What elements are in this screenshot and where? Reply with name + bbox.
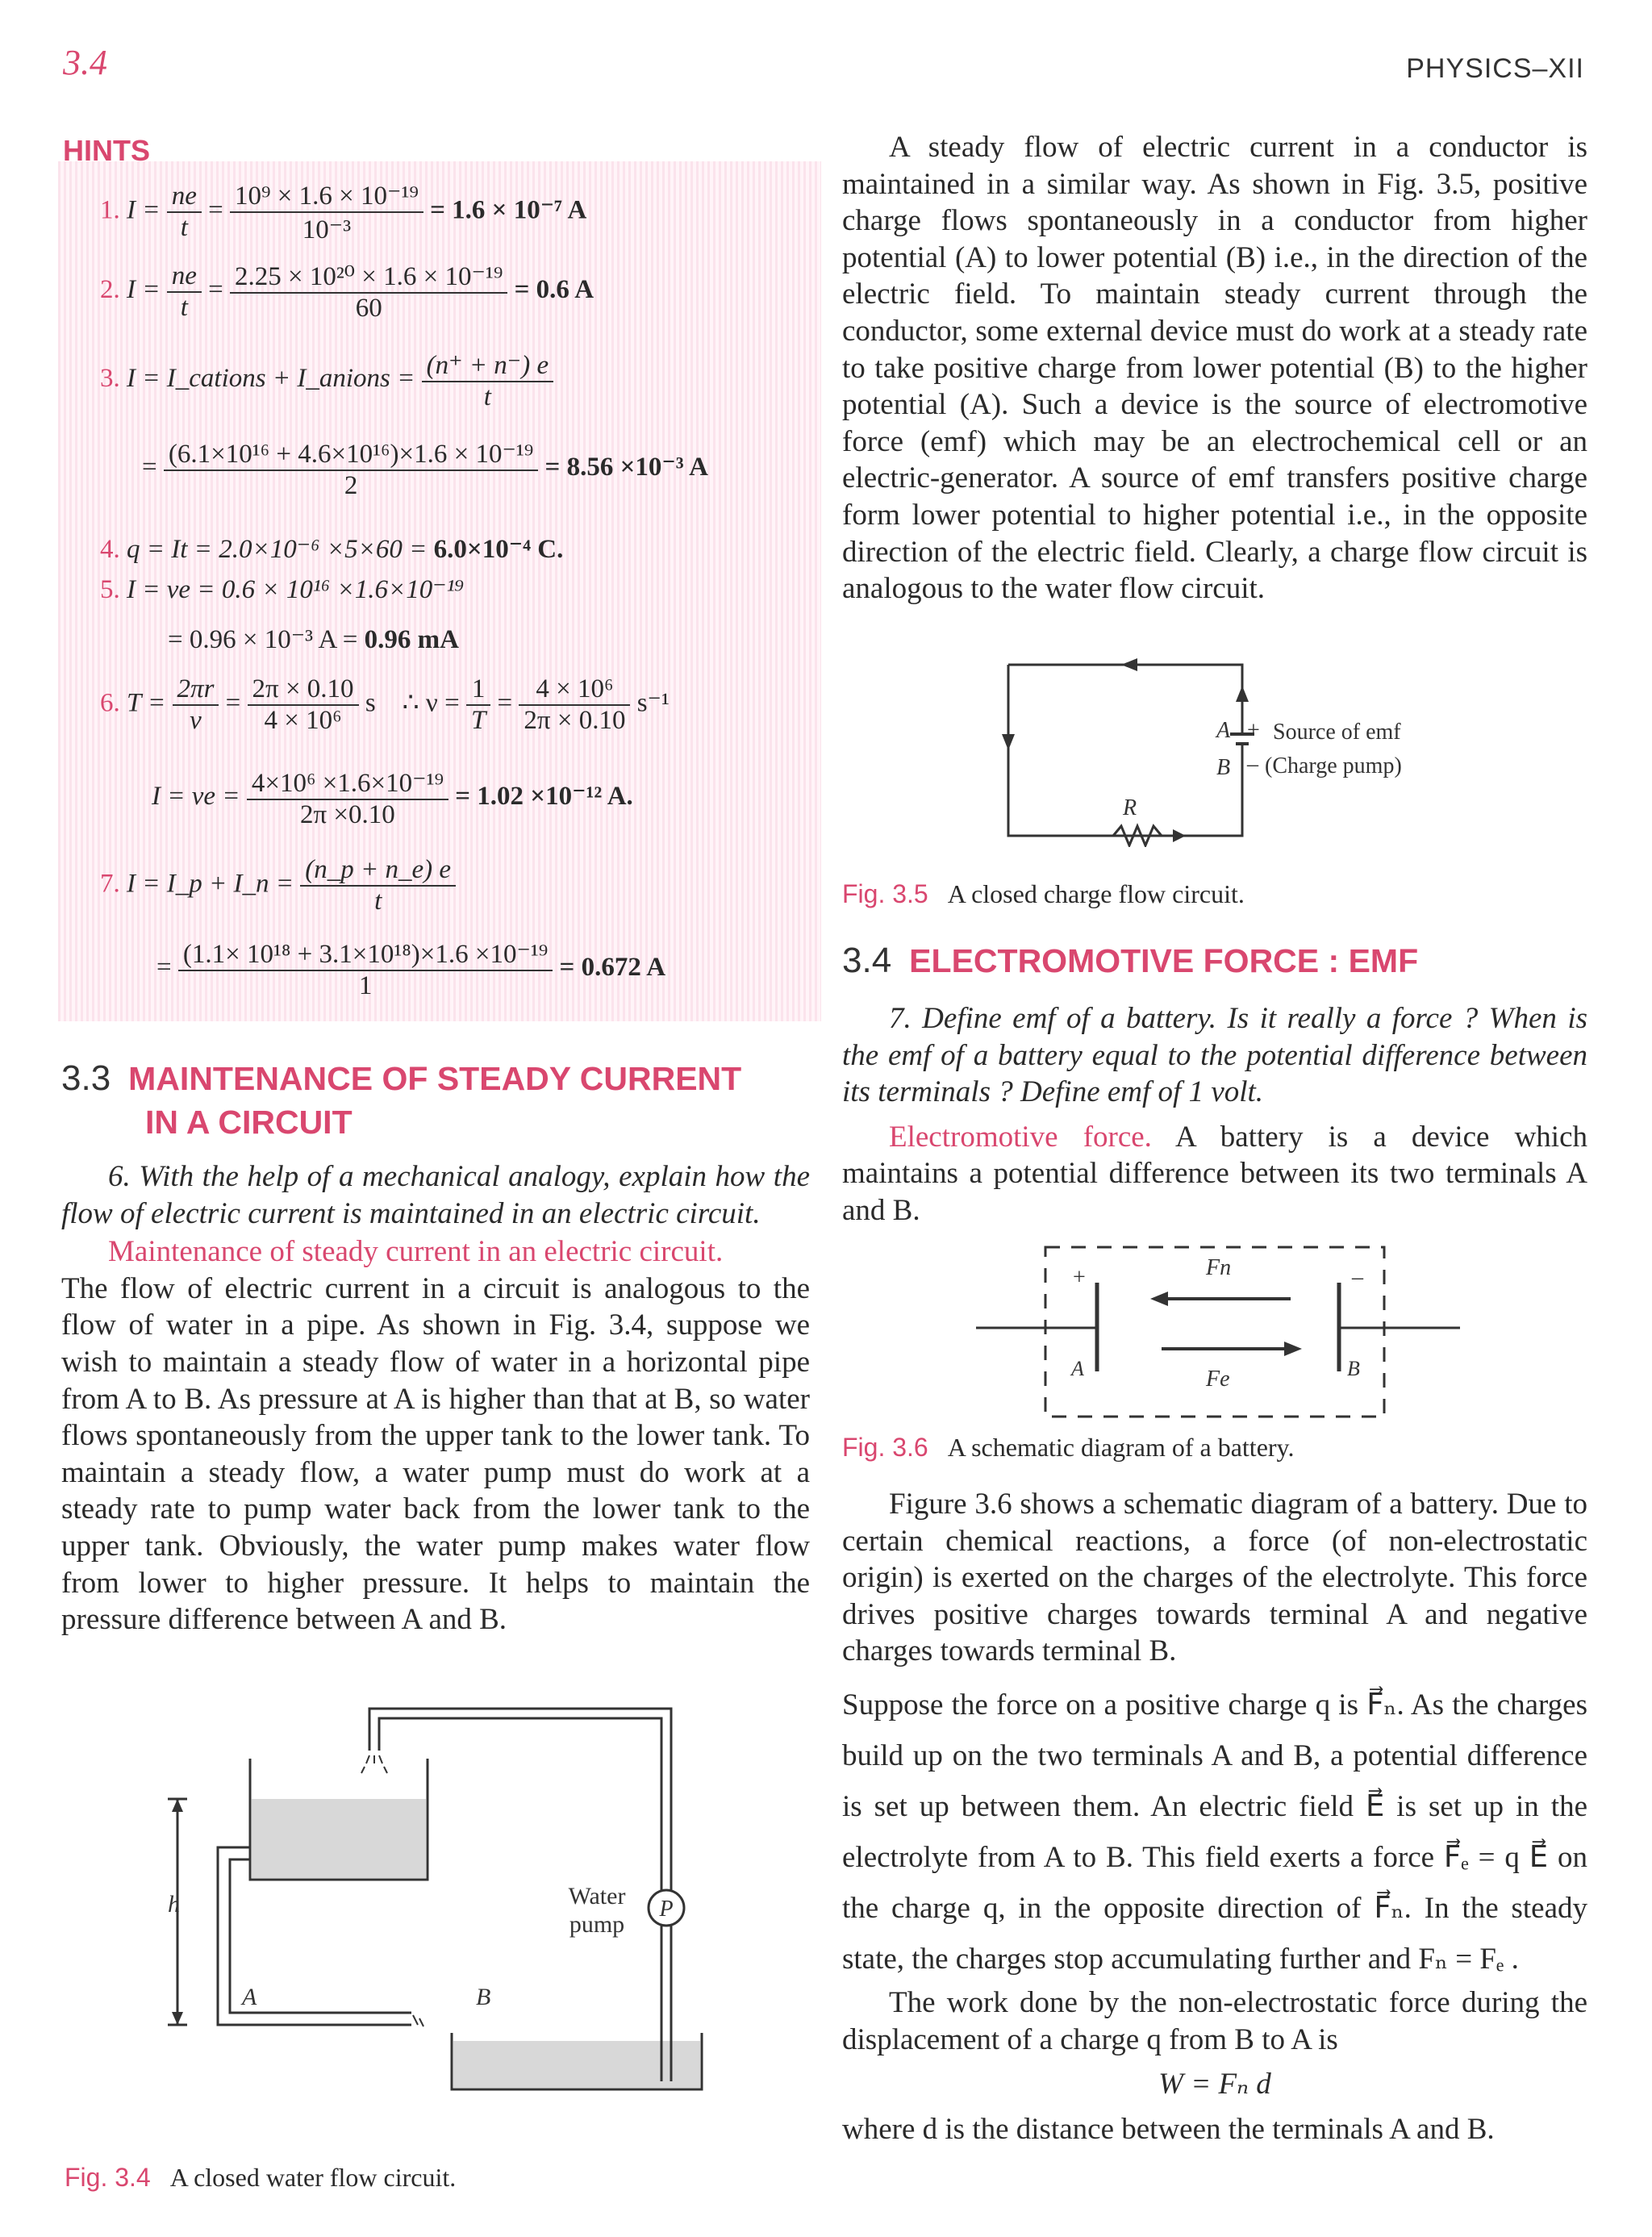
fraction	[230, 260, 507, 323]
running-header: PHYSICS–XII	[1406, 53, 1584, 84]
section-3-3-title	[61, 1057, 820, 1144]
section-number: 3.4	[842, 941, 892, 980]
frac-num: (6.1×10¹⁶ + 4.6×10¹⁶)×1.6 × 10⁻¹⁹	[164, 437, 538, 471]
hint-number: 2.	[100, 275, 120, 305]
frac-num: 2π × 0.10	[248, 674, 359, 706]
fraction	[230, 179, 423, 245]
frac-num: 2πr	[173, 674, 219, 706]
frac-den: v	[190, 706, 202, 735]
frac-num: (n⁺ + n⁻) e	[422, 348, 553, 382]
frac-num: 4×10⁶ ×1.6×10⁻¹⁹	[247, 766, 448, 800]
hint-5-line2	[168, 623, 459, 655]
hint-result: = 1.6 × 10⁻⁷ A	[430, 195, 587, 225]
pump-pipe-inner	[369, 1709, 674, 2081]
frac-num: 2.25 × 10²⁰ × 1.6 × 10⁻¹⁹	[230, 260, 507, 294]
point-a-label: A	[242, 1984, 257, 2010]
terminal-a: A	[1071, 1357, 1084, 1380]
figure-caption: A closed water flow circuit.	[169, 2163, 457, 2192]
section-3-4-body	[842, 1000, 1587, 1229]
paragraph: where d is the distance between the terminals A and B.	[842, 2112, 1495, 2146]
figure-label: Fig. 3.5	[842, 879, 928, 908]
source-label: Source of emf	[1273, 720, 1401, 745]
arrow-left	[1002, 734, 1015, 750]
frac-den: t	[180, 292, 188, 322]
arrow-top	[1121, 658, 1137, 671]
hint-result: 0.96 mA	[364, 625, 459, 654]
point-b-label: B	[476, 1984, 491, 2010]
hint-text: q = It = 2.0×10⁻⁶ ×5×60 =	[127, 535, 434, 564]
unit: s	[365, 688, 376, 718]
frac-den: t	[483, 382, 491, 411]
frac-den: 60	[355, 294, 382, 323]
fig-3-6-caption	[842, 1433, 1294, 1463]
hint-lhs: I = I_cations + I_anions =	[127, 364, 415, 394]
hint-text: = 0.96 × 10⁻³ A =	[168, 625, 365, 654]
frac-num: 4 × 10⁶	[519, 674, 630, 706]
terminal-b: B	[1216, 755, 1231, 780]
right-paragraph-1	[842, 129, 1587, 607]
answer-body: The flow of electric current in a circuit is analogous to the flow of water in a pipe. As shown in Fig. 3.4, suppose we wish to maintain a steady flow of water in a horizontal pipe from A to B. As pressure at A is higher than that at B, so water flows spontaneously from the upper tank to the lower tank. To maintain a steady flow, a water pump must do work at a steady rate to pump water back from the lower tank to the upper tank. Obviously, the water pump makes water flow from lower to higher pressure. It helps to maintain the pressure difference between A and B.	[61, 1271, 810, 1637]
spray	[361, 1755, 387, 1773]
paragraph: The work done by the non-electrostatic force during the displacement of a charge q from B to A is	[842, 1985, 1587, 2056]
paragraph: Figure 3.6 shows a schematic diagram of a battery. Due to certain chemical reactions, a force (of non-electrostatic origin) is exerted on the charges of the electrolyte. This force drives positive charges towards terminal A and negative charges towards terminal B.	[842, 1488, 1587, 1668]
battery-explanation	[842, 1486, 1587, 2147]
hint-4	[100, 532, 563, 565]
terminal-a: A	[1216, 718, 1231, 743]
question-7: 7. Define emf of a battery. Is it really a force ? When is the emf of a battery equal to the potential difference between its terminals ? Define emf of 1 volt.	[842, 1002, 1587, 1109]
pump-label-2: pump	[569, 1911, 625, 1938]
plus-sign: +	[1073, 1265, 1086, 1290]
fraction	[247, 766, 448, 830]
force-fn-label: Fn	[1206, 1255, 1232, 1280]
figure-caption: A schematic diagram of a battery.	[947, 1433, 1295, 1462]
hint-number: 7.	[100, 869, 120, 899]
hint-result: = 8.56 ×10⁻³ A	[544, 453, 708, 482]
work-equation	[842, 2066, 1587, 2103]
fraction	[167, 182, 202, 243]
pipe-inner	[230, 1859, 411, 2013]
hint-7	[100, 855, 456, 916]
section-heading-line2: IN A CIRCUIT	[145, 1104, 353, 1141]
hint-6-line2	[152, 766, 633, 830]
frac-num: ne	[167, 261, 202, 293]
fraction	[164, 437, 538, 501]
hint-number: 4.	[100, 535, 120, 564]
frac-den: 10⁻³	[302, 215, 352, 244]
equation: W = Fₙ d	[1158, 2068, 1271, 2101]
hint-3	[100, 348, 553, 412]
hint-number: 3.	[100, 364, 120, 394]
question-6: 6. With the help of a mechanical analogy, explain how the flow of electric current is maintained in an electric circuit.	[61, 1160, 810, 1230]
paragraph: A steady flow of electric current in a conductor is maintained in a similar way. As shown in Fig. 3.5, positive charge flows spontaneously in a conductor from higher potential (A) to lower potential (B) i.e., in the direction of the electric field. To maintain steady current through the conductor, some external device must do work at a steady rate to take positive charge from lower potential (B) to the higher potential (A). Such a device is the source of electromotive force (emf) which may be an electrochemical cell or an electric-generator. A source of emf transfers positive charge form lower potential to higher potential i.e., in the opposite direction of the electric field. Clearly, a charge flow circuit is analogous to the water flow circuit.	[842, 131, 1587, 606]
height-label: h	[168, 1891, 180, 1918]
source-label-2: (Charge pump)	[1265, 753, 1402, 778]
figure-label: Fig. 3.6	[842, 1433, 928, 1462]
force-fe-label: Fe	[1206, 1367, 1230, 1392]
frac-den: t	[374, 887, 382, 916]
resistor-label: R	[1123, 795, 1137, 820]
hints-title: HINTS	[63, 134, 150, 167]
answer-heading: Electromotive force.	[889, 1120, 1152, 1154]
section-3-4-title	[842, 939, 1587, 983]
hint-lhs: T =	[127, 688, 166, 718]
hint-2: 2. I = $\frac{ne}{t}$ = $\frac{\text{2.25 × 10²⁰ × 1.6 × 10⁻¹⁹}}{60}$ = 0.6 A	[100, 261, 594, 323]
plus-sign: +	[1247, 718, 1260, 743]
frac-num: 1	[466, 674, 490, 706]
section-3-3-body	[61, 1158, 810, 1638]
fraction	[173, 674, 219, 736]
hint-result: = 1.02 ×10⁻¹² A.	[455, 782, 633, 812]
section-heading: ELECTROMOTIVE FORCE : EMF	[909, 942, 1419, 979]
hint-result: 6.0×10⁻⁴ C.	[433, 535, 564, 564]
figure-caption: A closed charge flow circuit.	[947, 879, 1245, 908]
terminal-b: B	[1347, 1357, 1360, 1380]
lower-tank-water	[453, 2041, 700, 2088]
fig-3-5-caption	[842, 879, 1245, 909]
frac-den: t	[180, 213, 188, 242]
hint-number: 1.	[100, 195, 120, 225]
page-number: 3.4	[63, 43, 107, 82]
answer-heading: Maintenance of steady current in an electric circuit.	[108, 1235, 724, 1269]
hint-lhs: I = ve =	[152, 782, 240, 812]
hint-result: = 0.6 A	[514, 275, 594, 305]
minus-sign: –	[1247, 752, 1258, 777]
frac-num: ne	[167, 182, 202, 213]
hint-number: 6.	[100, 688, 120, 718]
frac-den: 1	[358, 971, 373, 1000]
therefore: ∴ ν =	[402, 688, 460, 718]
frac-den: 2	[344, 471, 358, 500]
minus-sign: –	[1352, 1265, 1363, 1290]
hint-lhs: I = I_p + I_n =	[127, 869, 294, 899]
hint-6: 6. T = $\frac{2\pi r}{v}$ = $\frac{2\pi \times 0.10}{\text{4 × 10⁶}}$ s ∴ ν = $\frac{1}{T}$ = $\frac{\text{4 × 10⁶}}{2\pi \times 0.10}$ s⁻¹	[100, 674, 670, 735]
hint-7-line2: = $\frac{\text{(1.1× 10¹⁸ + 3.1×10¹⁸)×1.6 ×10⁻¹⁹}}{1}$ = 0.672 A	[156, 937, 665, 1001]
frac-den: T	[470, 706, 486, 735]
hint-lhs: I =	[127, 275, 161, 305]
fraction	[519, 674, 630, 736]
pump-label-1: Water	[568, 1883, 626, 1909]
water-circuit-diagram	[153, 1702, 718, 2097]
frac-num: 10⁹ × 1.6 × 10⁻¹⁹	[230, 179, 423, 213]
hint-text: I = ve = 0.6 × 10¹⁶ ×1.6×10⁻¹⁹	[127, 575, 465, 604]
frac-den: 2π ×0.10	[300, 800, 395, 829]
answer-body: A battery is a device which maintains a potential difference between its two terminals A and B.	[842, 1120, 1587, 1227]
figure-label: Fig. 3.4	[65, 2163, 151, 2192]
fraction	[300, 855, 456, 916]
section-number: 3.3	[61, 1058, 111, 1098]
fraction	[466, 674, 490, 736]
section-heading: MAINTENANCE OF STEADY CURRENT	[128, 1060, 742, 1097]
fraction	[167, 261, 202, 323]
fraction	[248, 674, 359, 736]
hint-3-line2: = $\frac{\text{(6.1×10¹⁶ + 4.6×10¹⁶)×1.6 × 10⁻¹⁹}}{2}$ = 8.56 ×10⁻³ A	[142, 437, 708, 501]
hint-lhs: I =	[127, 195, 161, 225]
fig-3-4-caption	[65, 2163, 456, 2193]
frac-den: 4 × 10⁶	[264, 706, 342, 735]
upper-tank-water	[252, 1799, 426, 1878]
arrow-right	[1236, 686, 1249, 702]
frac-num: (n_p + n_e) e	[300, 855, 456, 887]
frac-num: (1.1× 10¹⁸ + 3.1×10¹⁸)×1.6 ×10⁻¹⁹	[178, 937, 553, 971]
pump-symbol: P	[659, 1897, 674, 1922]
charge-circuit-diagram	[1000, 653, 1452, 847]
hint-5	[100, 573, 464, 605]
fraction	[422, 348, 553, 412]
frac-den: 2π × 0.10	[524, 706, 626, 735]
hint-number: 5.	[100, 575, 120, 604]
hint-1: 1. I = $\frac{ne}{t}$ = $\frac{\text{10⁹ × 1.6 × 10⁻¹⁹}}{\text{10⁻³}}$ = 1.6 × 10⁻⁷ A	[100, 179, 586, 245]
arrow-bottom	[1173, 829, 1186, 842]
hint-result: = 0.672 A	[559, 953, 666, 983]
unit: s⁻¹	[636, 688, 670, 718]
battery-diagram	[968, 1242, 1468, 1428]
fraction	[178, 937, 553, 1001]
paragraph: Suppose the force on a positive charge q is F⃗ₙ. As the charges build up on the two terminals A and B, a potential difference is set up between them. An electric field E⃗ is set up in the electrolyte from A to B. This field exerts a force F⃗ₑ = q E⃗ on the charge q, in the opposite direction of F⃗ₙ. In the steady state, the charges stop accumulating further and Fₙ = Fₑ .	[842, 1688, 1587, 1976]
drip-b	[413, 2015, 423, 2026]
